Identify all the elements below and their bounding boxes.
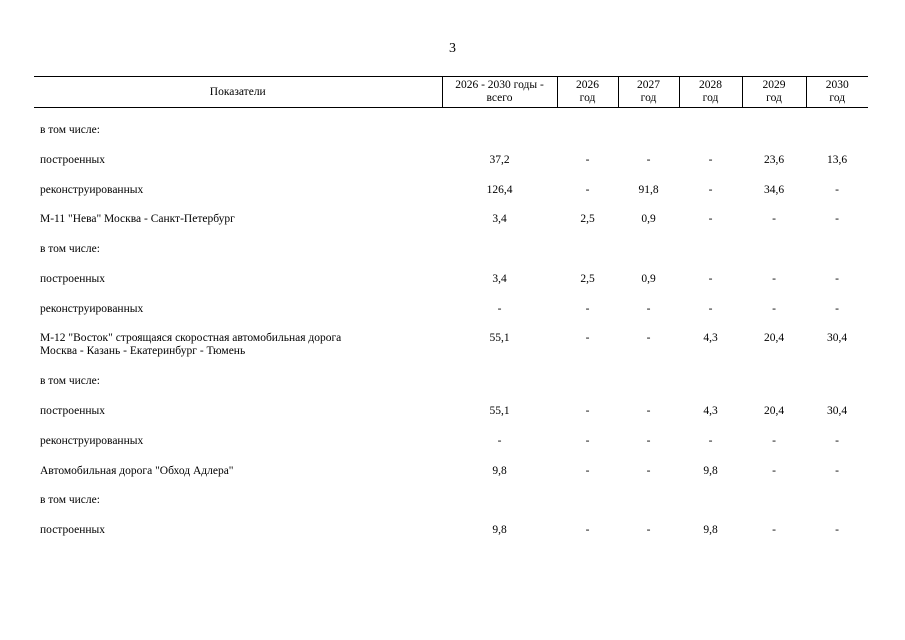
gap-row: [34, 362, 868, 375]
header-year: 2026: [576, 79, 599, 91]
value-2027: 0,9: [641, 213, 656, 226]
value-2030: -: [835, 213, 839, 226]
value-2026: 2,5: [580, 272, 595, 285]
gap-cell: [34, 320, 868, 333]
gap-cell: [34, 362, 868, 375]
value-2028: -: [708, 153, 713, 166]
header-year-unit: год: [579, 92, 596, 104]
value-2029: -: [772, 434, 776, 447]
value-2028: -: [708, 213, 713, 226]
value-2026: -: [585, 302, 590, 315]
row-label: в том числе:: [40, 124, 100, 136]
header-year-2029: [742, 77, 806, 108]
value-2030: -: [835, 524, 839, 537]
gap-cell: [34, 511, 868, 524]
value-2027: -: [646, 524, 651, 537]
row-label-line2: Москва - Казань - Екатеринбург - Тюмень: [40, 345, 246, 358]
header-row: [34, 77, 868, 108]
gap-cell: [34, 452, 868, 465]
value-2028: 4,3: [703, 332, 718, 345]
value-2030: 30,4: [826, 404, 848, 417]
gap-row: [34, 141, 868, 154]
table-row: [34, 524, 868, 541]
spacer-cell: [34, 108, 868, 125]
value-2029: [742, 375, 806, 392]
gap-row: [34, 171, 868, 184]
row-label: построенных: [40, 272, 105, 285]
gap-row: [34, 320, 868, 333]
gap-row: [34, 290, 868, 303]
value-2028: 9,8: [703, 464, 718, 477]
value-2028: [679, 375, 742, 392]
row-label: М-11 "Нева" Москва - Санкт-Петербург: [40, 213, 235, 226]
gap-row: [34, 452, 868, 465]
table-row: [34, 405, 868, 422]
value-total: -: [497, 434, 502, 447]
value-2026: -: [585, 153, 590, 166]
value-2030: [806, 375, 868, 392]
header-total-line2: всего: [486, 92, 513, 104]
page-number: 3: [449, 41, 456, 56]
header-year-unit: год: [829, 92, 846, 104]
row-label: построенных: [40, 524, 105, 537]
row-label: реконструированных: [40, 434, 144, 447]
value-total: -: [497, 302, 502, 315]
value-2030: [806, 494, 868, 511]
row-label-multiline: [34, 332, 442, 362]
value-total: [442, 124, 557, 141]
row-label: реконструированных: [40, 302, 144, 315]
table-row: [34, 154, 868, 171]
value-2027: -: [646, 153, 651, 166]
value-2026: -: [585, 404, 590, 417]
value-2030: -: [835, 183, 839, 196]
value-2030: 13,6: [826, 153, 848, 166]
value-2029: 23,6: [763, 153, 785, 166]
value-2029: [742, 124, 806, 141]
row-label: реконструированных: [40, 183, 144, 196]
value-2026: [557, 494, 618, 511]
header-year: 2027: [637, 79, 660, 91]
row-label: в том числе:: [40, 494, 100, 507]
header-indicators: Показатели: [34, 77, 442, 108]
value-2028: -: [708, 272, 713, 285]
value-2027: 91,8: [638, 183, 659, 196]
header-year-2026: [557, 77, 618, 108]
header-year-unit: год: [702, 92, 719, 104]
gap-cell: [34, 290, 868, 303]
value-2029: 20,4: [763, 404, 785, 417]
value-total: 37,2: [489, 153, 510, 166]
value-2027: [618, 375, 679, 392]
table-row: [34, 124, 868, 141]
value-2029: [742, 243, 806, 260]
table-row: [34, 332, 868, 362]
value-2026: -: [585, 434, 590, 447]
row-label: в том числе:: [40, 375, 100, 388]
gap-row: [34, 422, 868, 435]
value-2028: -: [708, 183, 713, 196]
value-2028: 9,8: [703, 524, 718, 537]
gap-cell: [34, 422, 868, 435]
value-2026: [557, 124, 618, 141]
table-row: [34, 243, 868, 260]
table-row: [34, 375, 868, 392]
value-2030: -: [835, 434, 839, 447]
table-row: [34, 184, 868, 201]
value-2029: -: [772, 302, 776, 315]
value-total: 3,4: [492, 213, 507, 226]
gap-cell: [34, 392, 868, 405]
header-year: 2028: [699, 79, 722, 91]
value-2030: [806, 243, 868, 260]
value-total: 9,8: [492, 524, 507, 537]
table-body: [34, 108, 868, 541]
value-total: [442, 494, 557, 511]
table-row: [34, 494, 868, 511]
value-2030: -: [835, 464, 839, 477]
header-year-unit: год: [766, 92, 782, 104]
row-label: Автомобильная дорога "Обход Адлера": [40, 464, 234, 477]
value-total: 9,8: [492, 464, 507, 477]
spacer-row: [34, 108, 868, 125]
value-2028: [679, 124, 742, 141]
value-2027: -: [646, 302, 651, 315]
value-2030: -: [835, 302, 839, 315]
table-header: [34, 77, 868, 108]
header-year: 2029: [762, 79, 786, 91]
value-2026: 2,5: [580, 213, 595, 226]
value-2027: 0,9: [641, 272, 656, 285]
value-2029: [742, 494, 806, 511]
value-2030: [806, 124, 868, 141]
value-2029: 34,6: [763, 183, 785, 196]
row-label: построенных: [40, 153, 105, 166]
value-2027: -: [646, 464, 651, 477]
gap-row: [34, 200, 868, 213]
value-2028: -: [708, 434, 713, 447]
value-2027: [618, 124, 679, 141]
value-2027: -: [646, 434, 651, 447]
value-2029: -: [772, 524, 776, 537]
table-row: [34, 465, 868, 482]
gap-row: [34, 392, 868, 405]
table-row: [34, 273, 868, 290]
header-year-2028: [679, 77, 742, 108]
table-row: [34, 213, 868, 230]
value-2028: [679, 243, 742, 260]
gap-cell: [34, 171, 868, 184]
gap-row: [34, 511, 868, 524]
value-2026: [557, 375, 618, 392]
value-2029: -: [772, 213, 776, 226]
value-2027: [618, 243, 679, 260]
value-total: 126,4: [486, 183, 513, 196]
gap-cell: [34, 200, 868, 213]
value-2026: -: [585, 332, 590, 345]
value-2027: [618, 494, 679, 511]
gap-row: [34, 481, 868, 494]
value-total: 3,4: [492, 272, 507, 285]
header-total: [442, 77, 557, 108]
value-2027: -: [646, 404, 651, 417]
gap-cell: [34, 260, 868, 273]
value-total: 55,1: [489, 404, 510, 417]
value-2030: 30,4: [826, 332, 848, 345]
header-year-2030: [806, 77, 868, 108]
value-2028: -: [708, 302, 713, 315]
row-label: в том числе:: [40, 243, 100, 256]
header-total-line1: 2026 - 2030 годы -: [455, 79, 544, 91]
gap-cell: [34, 141, 868, 154]
value-2029: 20,4: [763, 332, 785, 345]
header-year: 2030: [825, 79, 849, 91]
value-total: 55,1: [489, 332, 510, 345]
value-2026: -: [585, 464, 590, 477]
header-year-2027: [618, 77, 679, 108]
value-2029: -: [772, 464, 776, 477]
row-label: М-12 "Восток" строящаяся скоростная автомобильная дорога: [40, 332, 342, 345]
value-2026: [557, 243, 618, 260]
value-2029: -: [772, 272, 776, 285]
table-row: [34, 435, 868, 452]
table-row: [34, 303, 868, 320]
indicators-table: [34, 76, 868, 541]
value-total: [442, 243, 557, 260]
header-year-unit: год: [640, 92, 657, 104]
value-2028: 4,3: [703, 404, 718, 417]
gap-row: [34, 260, 868, 273]
value-2028: [679, 494, 742, 511]
gap-row: [34, 230, 868, 243]
value-total: [442, 375, 557, 392]
value-2026: -: [585, 183, 590, 196]
row-label: построенных: [40, 404, 105, 417]
value-2026: -: [585, 524, 590, 537]
value-2030: -: [835, 272, 839, 285]
value-2027: -: [646, 332, 651, 345]
gap-cell: [34, 481, 868, 494]
gap-cell: [34, 230, 868, 243]
